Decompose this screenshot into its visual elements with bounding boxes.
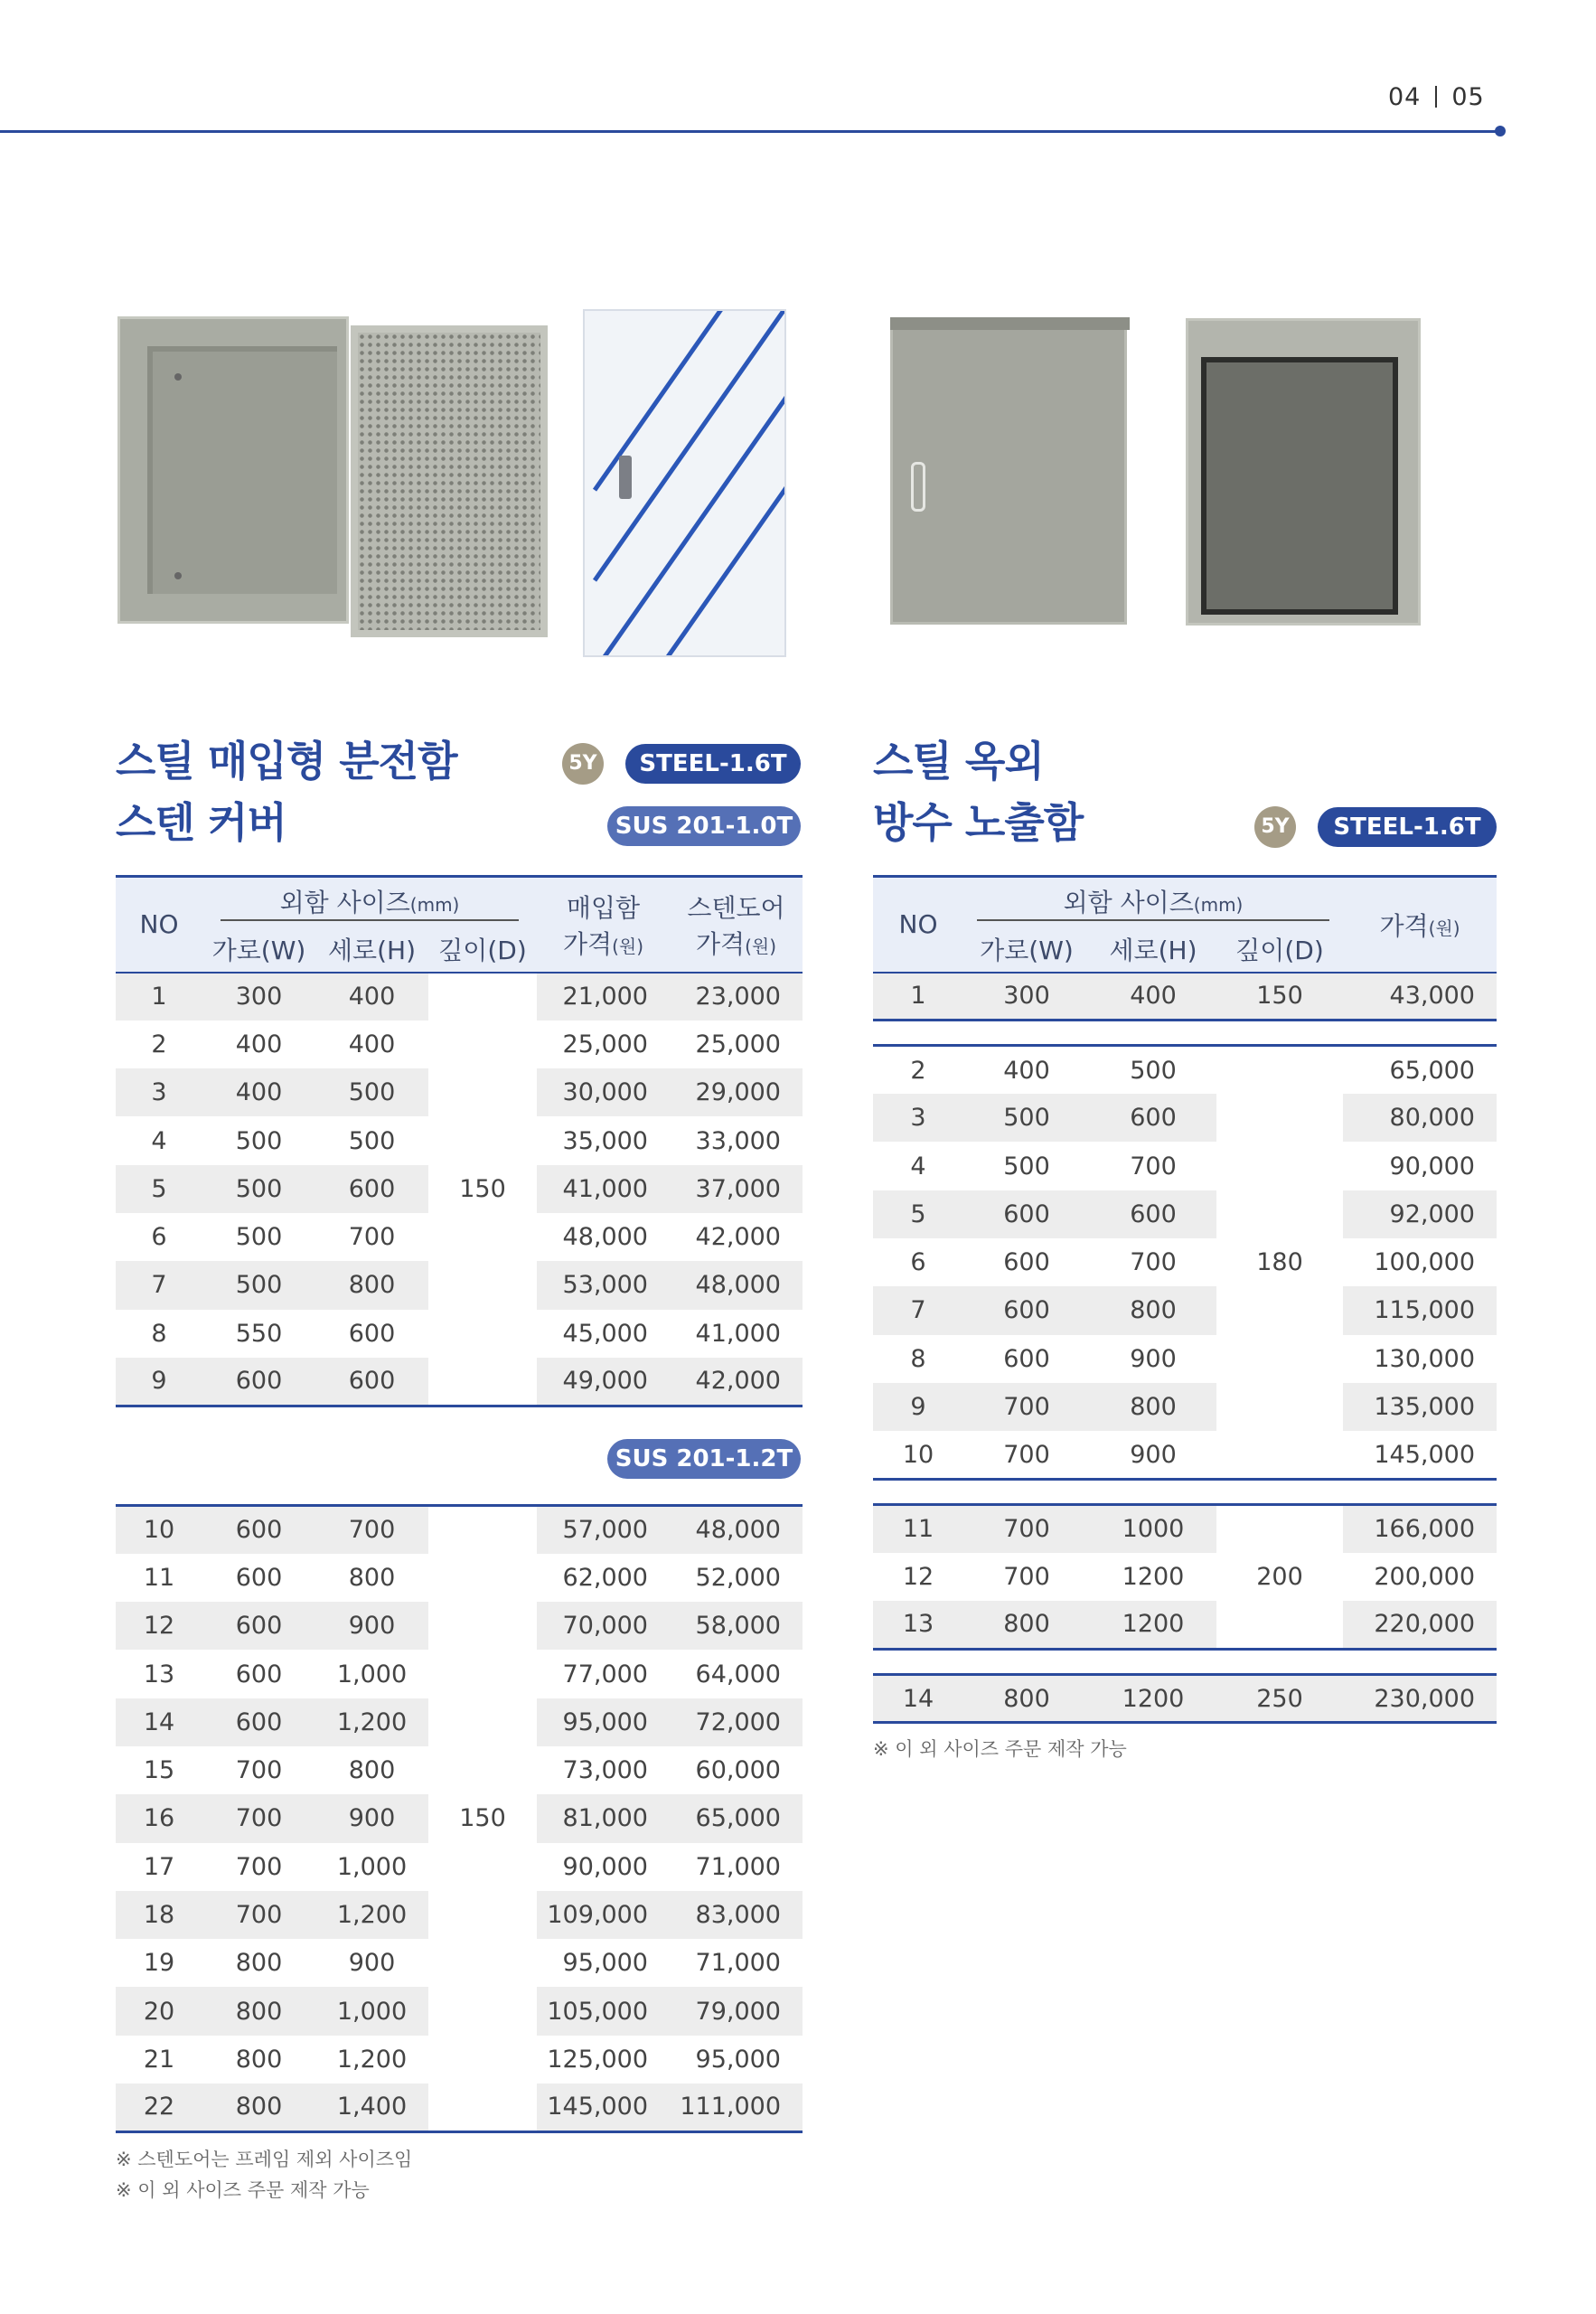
right-note: ※ 이 외 사이즈 주문 제작 가능 bbox=[873, 1738, 1127, 1760]
table-row: 1 300 400 150 21,000 23,000 bbox=[116, 973, 803, 1021]
table-row: 4 500 500 35,000 33,000 bbox=[151, 1126, 781, 1155]
table-row: 21 800 1,200 125,000 95,000 bbox=[143, 2045, 781, 2074]
table-row: 2 400 500 180 65,000 bbox=[873, 1046, 1497, 1094]
table-row: 9 700 800 135,000 bbox=[873, 1383, 1497, 1431]
note-stainless: ※ 스텐도어는 프레임 제외 사이즈임 bbox=[116, 2149, 413, 2170]
flush-box-mesh-cover-image bbox=[351, 325, 548, 637]
table-row: 10 700 900 145,000 bbox=[873, 1431, 1497, 1479]
warranty-badge: 5Y bbox=[1254, 806, 1296, 848]
table-row: 10 600 700 150 57,000 48,000 bbox=[116, 1506, 803, 1554]
header-rule-dot bbox=[1495, 126, 1506, 136]
table-row: 11 600 800 62,000 52,000 bbox=[143, 1563, 781, 1592]
col-header-depth: 깊이(D) bbox=[428, 927, 537, 973]
table-row: 18 700 1,200 109,000 83,000 bbox=[116, 1891, 803, 1939]
left-price-table-1 bbox=[116, 875, 803, 1407]
col-header-depth: 깊이(D) bbox=[1216, 927, 1343, 973]
steel-badge: STEEL-1.6T bbox=[1318, 807, 1497, 847]
left-notes bbox=[116, 2144, 412, 2206]
table-row: 9 600 600 49,000 42,000 bbox=[116, 1358, 803, 1406]
col-header-price2: 스텐도어 가격(원) bbox=[670, 877, 803, 973]
header-rule bbox=[0, 130, 1500, 133]
table-row: 13 800 1200 220,000 bbox=[873, 1601, 1497, 1649]
stainless-door-image bbox=[583, 309, 786, 657]
page-number-right: 05 bbox=[1451, 83, 1485, 111]
table-row: 2 400 400 25,000 25,000 bbox=[151, 1030, 781, 1058]
note-custom: ※ 이 외 사이즈 주문 제작 가능 bbox=[116, 2179, 370, 2201]
table-row: 11 700 1000 200 166,000 bbox=[873, 1504, 1497, 1552]
table-row: 16 700 900 81,000 65,000 bbox=[116, 1794, 803, 1842]
table-row: 7 500 800 53,000 48,000 bbox=[116, 1261, 803, 1309]
depth-cell: 180 bbox=[1256, 1248, 1303, 1277]
table-row: 3 400 500 30,000 29,000 bbox=[116, 1068, 803, 1116]
col-header-price: 가격(원) bbox=[1343, 877, 1497, 973]
table-row: 20 800 1,000 105,000 79,000 bbox=[116, 1987, 803, 2035]
table-row: 6 500 700 48,000 42,000 bbox=[151, 1223, 781, 1252]
depth-cell: 150 bbox=[459, 1174, 506, 1203]
sus-badge-2: SUS 201-1.2T bbox=[607, 1439, 801, 1479]
col-header-no: NO bbox=[873, 877, 963, 973]
table-row: 17 700 1,000 90,000 71,000 bbox=[143, 1852, 781, 1881]
col-header-height: 세로(H) bbox=[315, 927, 428, 973]
table-row: 5 500 600 41,000 37,000 bbox=[116, 1165, 803, 1213]
right-price-table bbox=[873, 875, 1497, 1724]
page-separator bbox=[1435, 86, 1437, 108]
outdoor-box-open-image bbox=[1186, 318, 1421, 626]
table-row: 12 700 1200 200,000 bbox=[902, 1562, 1475, 1591]
col-header-size: 외함 사이즈(mm) bbox=[963, 877, 1343, 927]
outdoor-box-closed-image bbox=[890, 324, 1127, 625]
table-row: 19 800 900 95,000 71,000 bbox=[143, 1949, 781, 1978]
table-row: 8 550 600 45,000 41,000 bbox=[151, 1319, 781, 1348]
col-header-size: 외함 사이즈(mm) bbox=[202, 877, 537, 927]
table-row: 6 600 700 100,000 bbox=[910, 1248, 1475, 1277]
left-title-line1: 스틸 매입형 분전함 bbox=[116, 737, 457, 785]
table-row: 12 600 900 70,000 58,000 bbox=[116, 1602, 803, 1650]
sus-badge: SUS 201-1.0T bbox=[607, 806, 801, 846]
col-header-width: 가로(W) bbox=[202, 927, 315, 973]
right-title-line2: 방수 노출함 bbox=[873, 798, 1084, 847]
table-row: 5 600 600 92,000 bbox=[873, 1190, 1497, 1238]
table-row: 13 600 1,000 77,000 64,000 bbox=[143, 1660, 781, 1688]
table-row: 8 600 900 130,000 bbox=[910, 1344, 1475, 1373]
table-row: 14 800 1200 250 230,000 bbox=[873, 1674, 1497, 1722]
table-row: 7 600 800 115,000 bbox=[873, 1286, 1497, 1334]
right-title bbox=[873, 730, 1083, 853]
flush-box-open-image bbox=[117, 316, 349, 624]
col-header-no: NO bbox=[116, 877, 202, 973]
table-row: 1 300 400 150 43,000 bbox=[873, 973, 1497, 1021]
col-header-price1: 매입함 가격(원) bbox=[537, 877, 670, 973]
left-title bbox=[116, 730, 457, 853]
warranty-badge: 5Y bbox=[562, 743, 604, 785]
depth-cell: 150 bbox=[459, 1804, 506, 1833]
table-row: 3 500 600 80,000 bbox=[873, 1094, 1497, 1142]
left-price-table-2 bbox=[116, 1504, 803, 2133]
table-row: 22 800 1,400 145,000 111,000 bbox=[116, 2084, 803, 2131]
page-number-left: 04 bbox=[1388, 83, 1422, 111]
left-title-line2: 스텐 커버 bbox=[116, 798, 286, 847]
col-header-width: 가로(W) bbox=[963, 927, 1090, 973]
table-row: 14 600 1,200 95,000 72,000 bbox=[116, 1698, 803, 1746]
col-header-height: 세로(H) bbox=[1090, 927, 1216, 973]
page-number bbox=[1388, 83, 1485, 111]
table-row: 4 500 700 90,000 bbox=[910, 1152, 1475, 1181]
table-row: 15 700 800 73,000 60,000 bbox=[143, 1756, 781, 1785]
depth-cell: 200 bbox=[1256, 1562, 1303, 1591]
right-title-line1: 스틸 옥외 bbox=[873, 737, 1044, 785]
steel-badge: STEEL-1.6T bbox=[625, 744, 801, 784]
